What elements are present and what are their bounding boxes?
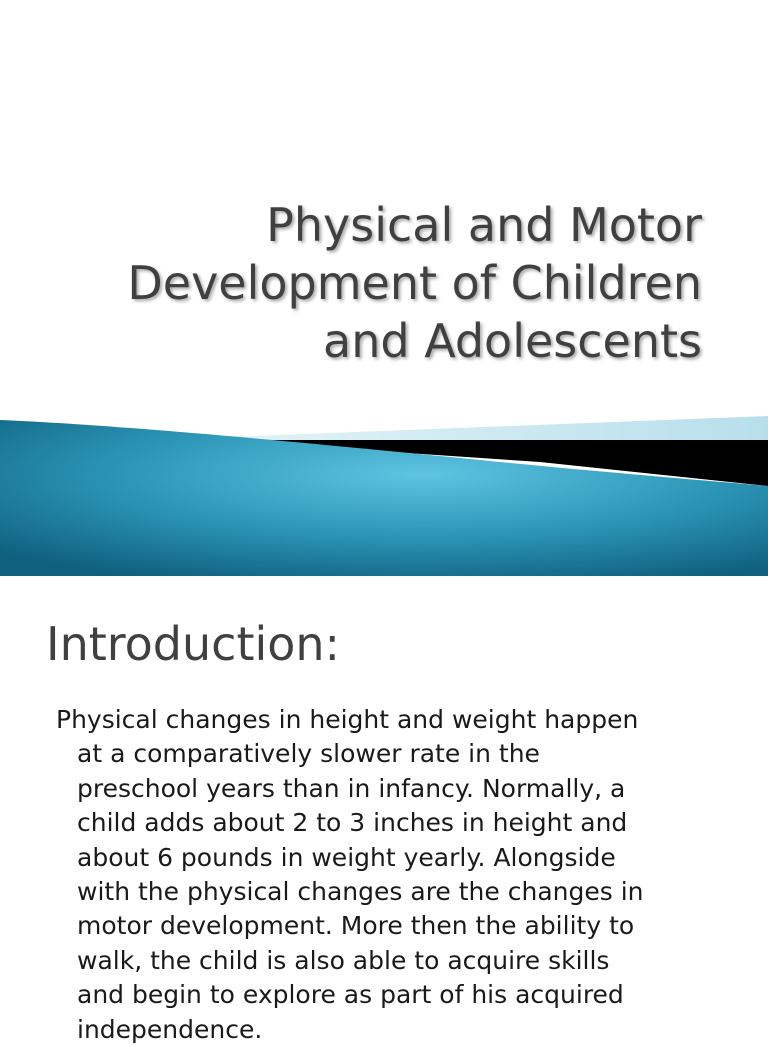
- paragraph-line: with the physical changes are the changes in: [77, 877, 644, 907]
- paragraph-line: walk, the child is also able to acquire skills: [77, 945, 610, 975]
- slide-title-line: and Adolescents: [323, 314, 702, 368]
- body-paragraph: [56, 703, 736, 1047]
- paragraph-line: about 6 pounds in weight yearly. Alongside: [77, 842, 616, 872]
- slide-title-line: Development of Children: [127, 256, 702, 310]
- paragraph-line: child adds about 2 to 3 inches in height and: [77, 808, 628, 838]
- paragraph-line: Physical changes in height and weight happen: [56, 705, 639, 734]
- paragraph-line: preschool years than in infancy. Normally, a: [77, 773, 626, 803]
- wave-light-band: [200, 416, 768, 442]
- slide-title-line: Physical and Motor: [266, 198, 702, 252]
- paragraph-line: and begin to explore as part of his acquired: [77, 980, 624, 1010]
- section-heading: Introduction:: [46, 617, 341, 671]
- paragraph-line: motor development. More then the ability to: [77, 911, 635, 941]
- paragraph-line: independence.: [77, 1014, 263, 1044]
- paragraph-line: at a comparatively slower rate in the: [77, 739, 540, 769]
- content-slide: [0, 576, 768, 1044]
- slide-title: [42, 196, 702, 370]
